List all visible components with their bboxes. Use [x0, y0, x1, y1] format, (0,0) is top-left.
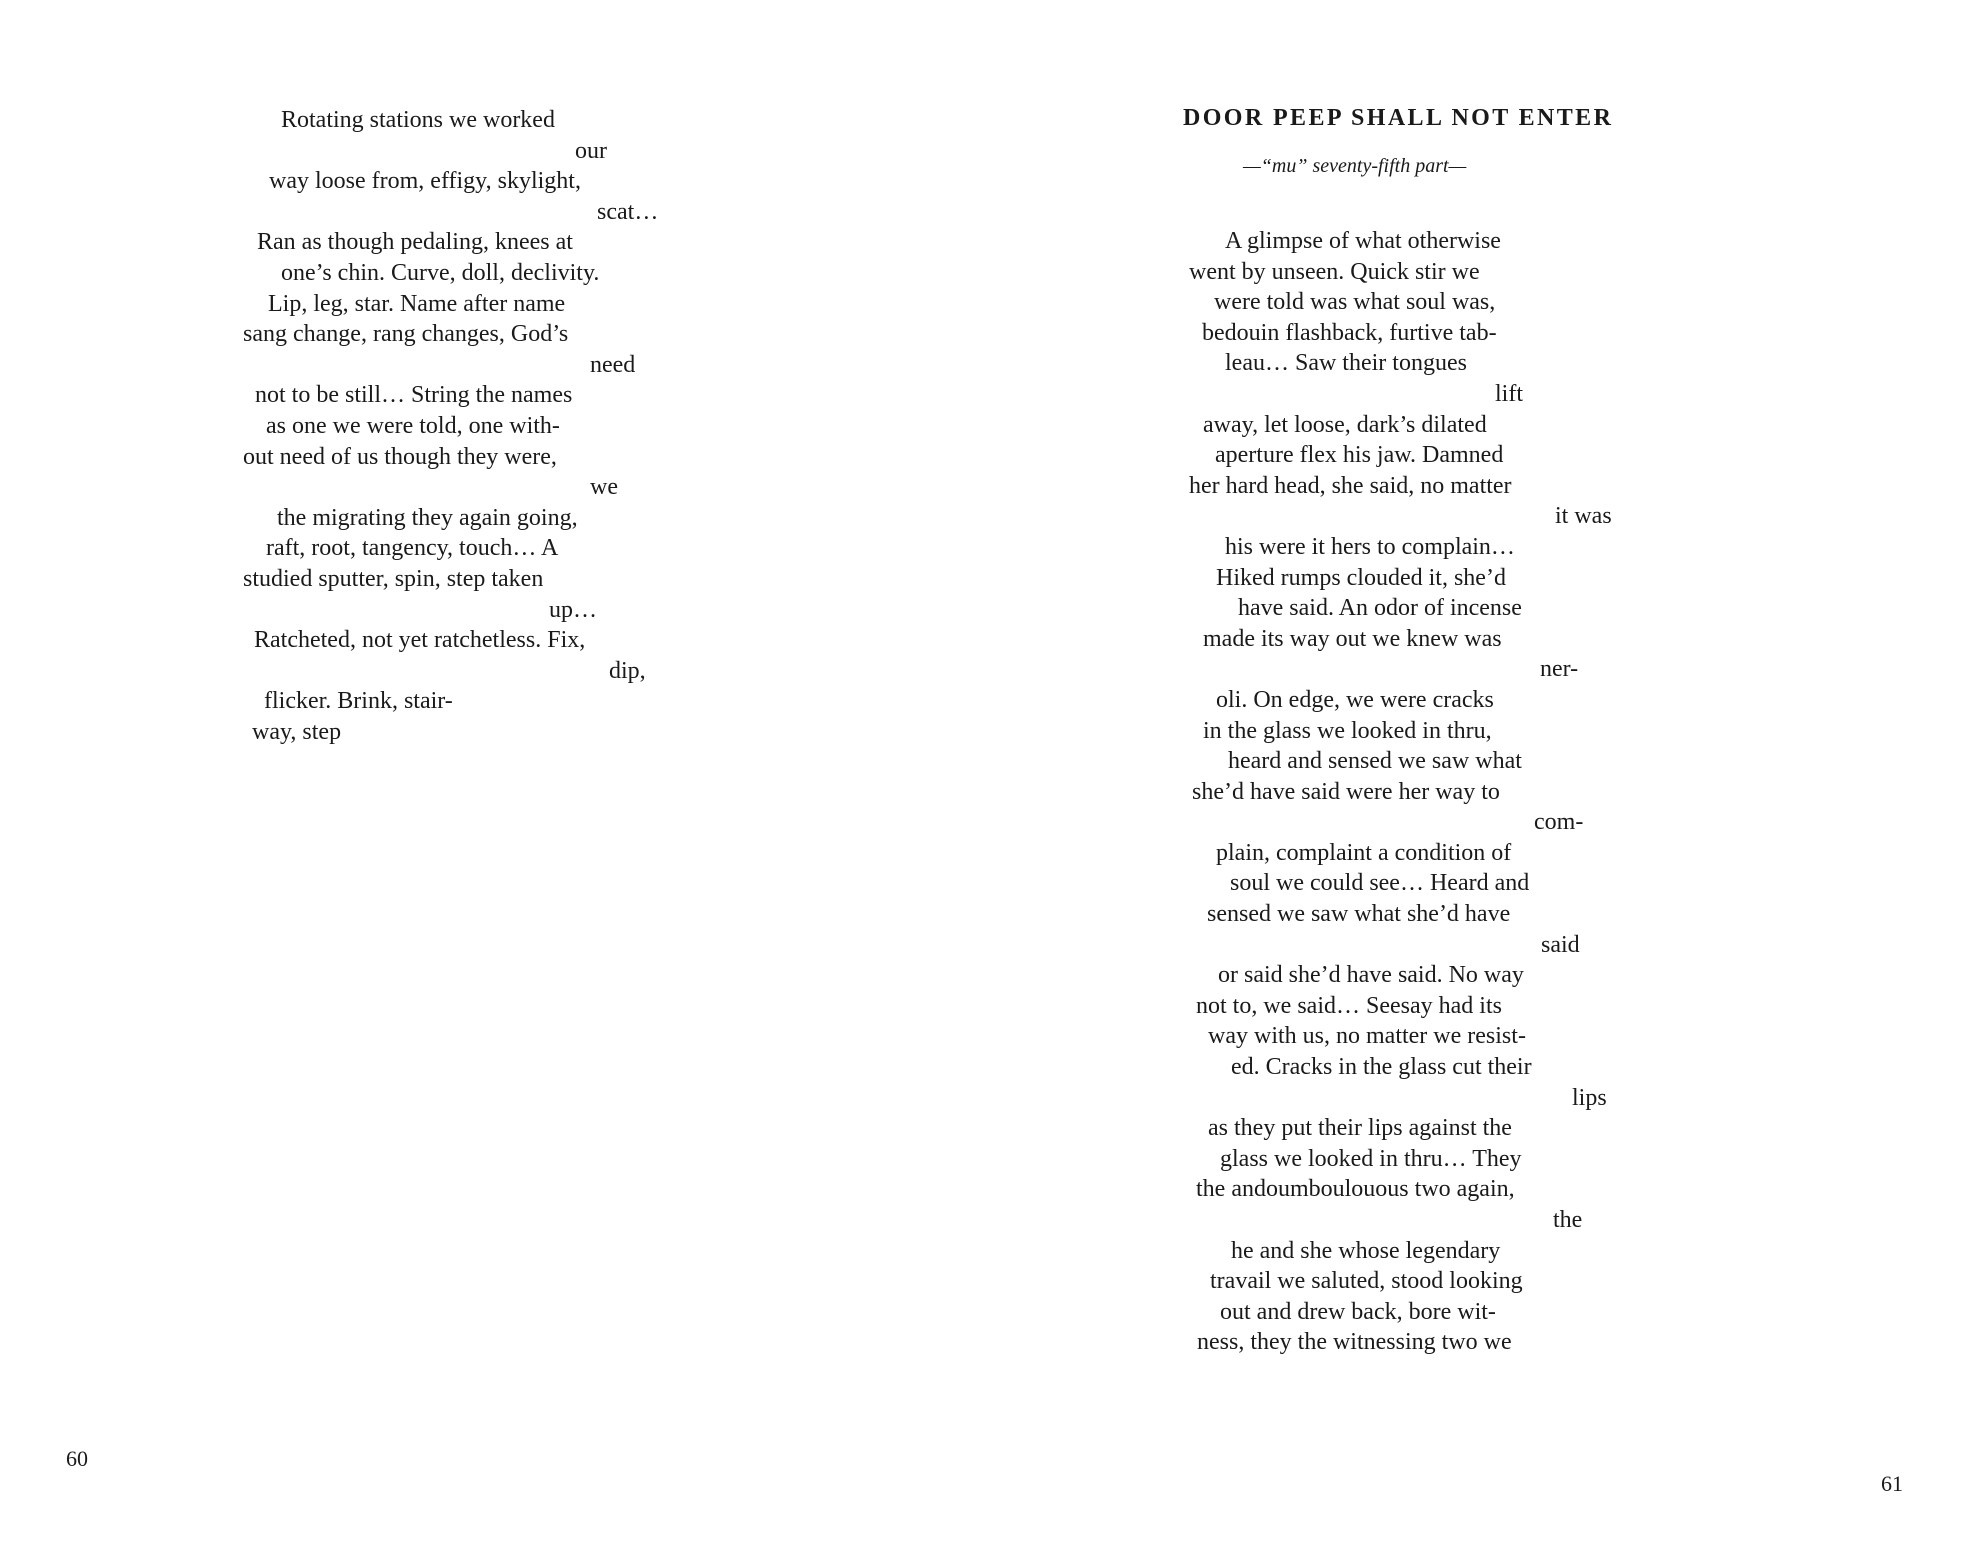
poem-line: our — [575, 137, 607, 164]
poem-line: his were it hers to complain… — [1225, 533, 1515, 560]
poem-line: Lip, leg, star. Name after name — [268, 290, 566, 317]
poem-line: not to, we said… Seesay had its — [1196, 992, 1502, 1019]
poem-line: her hard head, she said, no matter — [1189, 472, 1512, 499]
poem-line: aperture flex his jaw. Damned — [1215, 442, 1504, 469]
poem-line: in the glass we looked in thru, — [1203, 717, 1492, 744]
poem-line: heard and sensed we saw what — [1228, 748, 1522, 775]
page-number: 60 — [66, 1446, 88, 1471]
poem-line: ed. Cracks in the glass cut their — [1231, 1054, 1532, 1081]
poem-line: Ran as though pedaling, knees at — [257, 229, 573, 256]
poem-line: were told was what soul was, — [1214, 289, 1496, 316]
poem-line: she’d have said were her way to — [1192, 778, 1500, 805]
poem-line: need — [590, 351, 636, 378]
poem-line: studied sputter, spin, step taken — [243, 565, 544, 592]
poem-line: said — [1541, 931, 1580, 958]
poem-line: the — [1553, 1207, 1583, 1233]
poem-line: the migrating they again going, — [277, 504, 578, 531]
poem-line: glass we looked in thru… They — [1220, 1145, 1522, 1172]
poem-line: out need of us though they were, — [243, 443, 557, 470]
poem-title: DOOR PEEP SHALL NOT ENTER — [1183, 105, 1614, 131]
poem-line: one’s chin. Curve, doll, declivity. — [281, 259, 600, 286]
poem-line: Ratcheted, not yet ratchetless. Fix, — [254, 627, 586, 654]
poem-line: ner- — [1540, 656, 1579, 683]
poem-line: as one we were told, one with- — [266, 412, 560, 439]
poem-line: dip, — [609, 657, 646, 684]
poem-line: way with us, no matter we resist- — [1208, 1023, 1526, 1050]
left-page — [0, 0, 985, 1551]
right-poem — [985, 226, 1971, 1358]
poem-line: have said. An odor of incense — [1238, 595, 1522, 622]
poem-line: bedouin flashback, furtive tab- — [1202, 319, 1497, 346]
poem-line: the andoumboulouous two again, — [1196, 1176, 1515, 1203]
poem-line: we — [590, 474, 618, 501]
poem-line: scat… — [597, 198, 659, 225]
poem-line: A glimpse of what otherwise — [1225, 228, 1501, 254]
poem-line: away, let loose, dark’s dilated — [1203, 411, 1487, 438]
page-number: 61 — [1881, 1471, 1903, 1496]
poem-line: way, step — [252, 718, 342, 745]
left-poem — [0, 105, 985, 747]
poem-line: com- — [1534, 809, 1584, 836]
poem-line: as they put their lips against the — [1208, 1115, 1512, 1142]
poem-line: it was — [1555, 503, 1612, 530]
poem-line: up… — [549, 596, 597, 623]
poem-line: soul we could see… Heard and — [1230, 870, 1530, 897]
poem-line: oli. On edge, we were cracks — [1216, 686, 1494, 713]
poem-line: lift — [1495, 380, 1523, 407]
poem-line: went by unseen. Quick stir we — [1189, 258, 1480, 285]
right-page — [985, 0, 1971, 1551]
poem-line: raft, root, tangency, touch… A — [266, 535, 559, 562]
poem-line: sensed we saw what she’d have — [1207, 901, 1511, 928]
poem-line: not to be still… String the names — [255, 382, 573, 409]
poem-line: out and drew back, bore wit- — [1220, 1298, 1496, 1325]
poem-line: Hiked rumps clouded it, she’d — [1216, 564, 1506, 591]
poem-subtitle: —“mu” seventy-fifth part— — [1243, 155, 1467, 177]
poem-line: ness, they the witnessing two we — [1197, 1329, 1512, 1356]
poem-line: travail we saluted, stood looking — [1210, 1268, 1523, 1295]
poem-line: way loose from, effigy, skylight, — [269, 168, 581, 195]
poem-line: plain, complaint a condition of — [1216, 839, 1512, 866]
poem-line: he and she whose legendary — [1231, 1237, 1501, 1264]
poem-line: lips — [1572, 1084, 1607, 1111]
poem-line: or said she’d have said. No way — [1218, 962, 1524, 989]
poem-line: Rotating stations we worked — [281, 107, 555, 133]
poem-line: sang change, rang changes, God’s — [243, 321, 569, 348]
poem-line: leau… Saw their tongues — [1225, 350, 1467, 377]
poem-line: made its way out we knew was — [1203, 625, 1502, 652]
poem-line: flicker. Brink, stair- — [264, 688, 453, 715]
